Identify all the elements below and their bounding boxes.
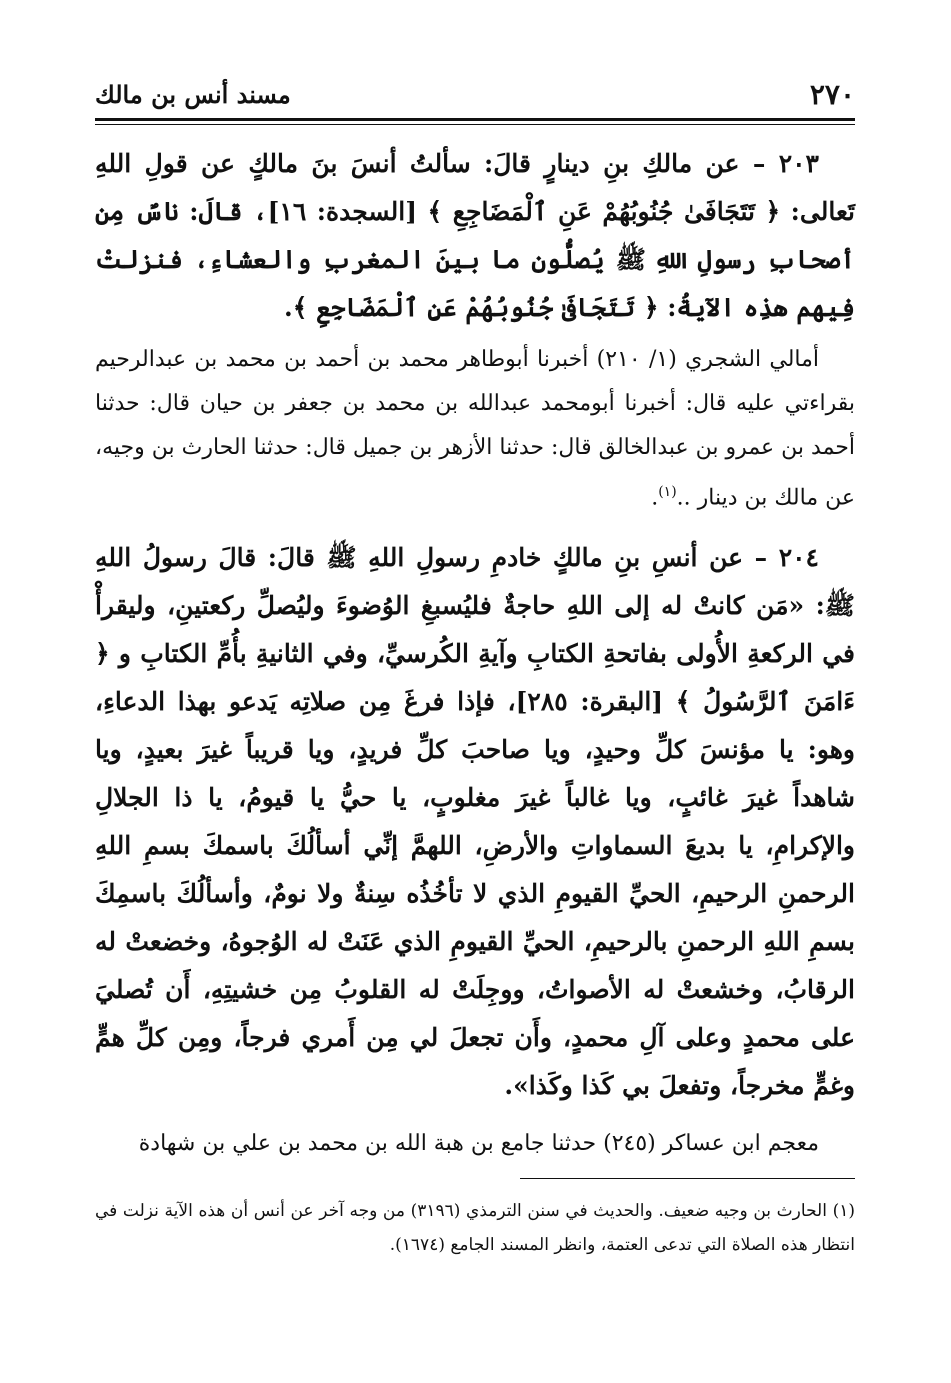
hadith-204: ٢٠٤ – عن أنسِ بنِ مالكٍ خادمِ رسولِ اللهِ ﷺ قالَ: قالَ رسولُ اللهِ ﷺ: «مَن كانتْ له إلى اللهِ حاجةٌ فليُسبغِ الوُضوءَ وليُصلِّ ركعتينِ، وليقرأْ في الركعةِ الأُولى بفاتحةِ الكتابِ وآيةِ الكُرسيِّ، وفي الثانيةِ بأُمِّ الكتابِ و ﴿ ءَامَنَ ٱلرَّسُولُ ﴾ [البقرة: ٢٨٥]، فإذا فرغَ مِن صلاتِه يَدعو بهذا الدعاءِ، وهو: يا مؤنسَ كلِّ وحيدٍ، ويا صاحبَ كلِّ فريدٍ، ويا قريباً غيرَ بعيدٍ، ويا شاهداً غيرَ غائبٍ، ويا غالباً غيرَ مغلوبٍ، يا حيُّ يا قيومُ، يا ذا الجلالِ والإكرامِ، يا بديعَ السماواتِ والأرضِ، اللهمَّ إنِّي أسألُكَ باسمكَ بسمِ اللهِ الرحمنِ الرحيمِ، الحيِّ القيومِ الذي لا تأخُذُه سِنةٌ ولا نومٌ، وأسألُكَ باسمِكَ بسمِ اللهِ الرحمنِ بالرحيمِ، الحيِّ القيومِ الذي عَنَتْ له الوُجوهُ، وخضعتْ له الرقابُ، وخشعتْ له الأصواتُ، ووجِلَتْ له القلوبُ مِن خشيتِهِ، أَن تُصليَ على محمدٍ وعلى آلِ محمدٍ، وأَن تجعلَ لي مِن أَمري فرجاً، ومِن كلِّ همٍّ وغمٍّ مخرجاً، وتفعلَ بي كَذا وكَذا». [95, 543, 856, 1101]
hadith-203: ٢٠٣ – عن مالكِ بنِ دينارٍ قالَ: سألتُ أنسَ بنَ مالكٍ عن قولِ اللهِ تَعالى: ﴿ تَتَجَافَىٰ جُنُوبُهُمْ عَنِ ٱلْمَضَاجِعِ ﴾ [السجدة: ١٦]، قالَ: ناسٌ مِن أصحابِ رسولِ اللهِ ﷺ يُصلُّون ما بينَ المغربِ والعشاءِ، فنزلتْ فِيهم هذِه الآيةُ: ﴿ تَتَجَافَىٰ جُنُوبُهُمْ عَنِ ٱلْمَضَاجِعِ ﴾. [95, 149, 855, 322]
page-header [95, 78, 855, 114]
source-citation-203: أمالي الشجري (١/ ٢١٠) أخبرنا أبوطاهر محمد بن أحمد بن محمد بن عبدالرحيم بقراءتي عليه قال: أخبرنا أبومحمد عبدالله بن محمد بن جعفر بن حيان قال: حدثنا أحمد بن عمرو بن عبدالخالق قال: حدثنا الأزهر بن جميل قال: حدثنا الحارث بن وجيه، عن مالك بن دينار ..$^{(١)}$. [95, 347, 855, 511]
footnote-ref-1: (١) [658, 484, 677, 500]
footnote-text: (١) الحارث بن وجيه ضعيف. والحديث في سنن الترمذي (٣١٩٦) من وجه آخر عن أنس أن هذه الآية نزلت في انتظار هذه الصلاة التي تدعى العتمة، وانظر المسند الجامع (١٦٧٤). [95, 1201, 855, 1255]
page-number: ٢٧٠ [809, 78, 855, 111]
footnote-separator [520, 1178, 855, 1179]
running-title: مسند أنس بن مالك [95, 80, 291, 109]
source-citation-204: معجم ابن عساكر (٢٤٥) حدثنا جامع بن هبة الله بن محمد بن علي بن شهادة [138, 1131, 819, 1157]
source-text-203: أمالي الشجري (١/ ٢١٠) أخبرنا أبوطاهر محمد بن أحمد بن محمد بن عبدالرحيم بقراءتي عليه قال: أخبرنا أبومحمد عبدالله بن محمد بن جعفر بن حيان قال: حدثنا أحمد بن عمرو بن عبدالخالق قال: حدثنا الأزهر بن جميل قال: حدثنا الحارث بن وجيه، عن مالك بن دينار .. [95, 347, 855, 511]
footnote-1 [95, 1194, 855, 1262]
header-rule-thin [95, 124, 855, 125]
header-rule-thick [95, 118, 855, 121]
main-text [95, 140, 855, 1180]
